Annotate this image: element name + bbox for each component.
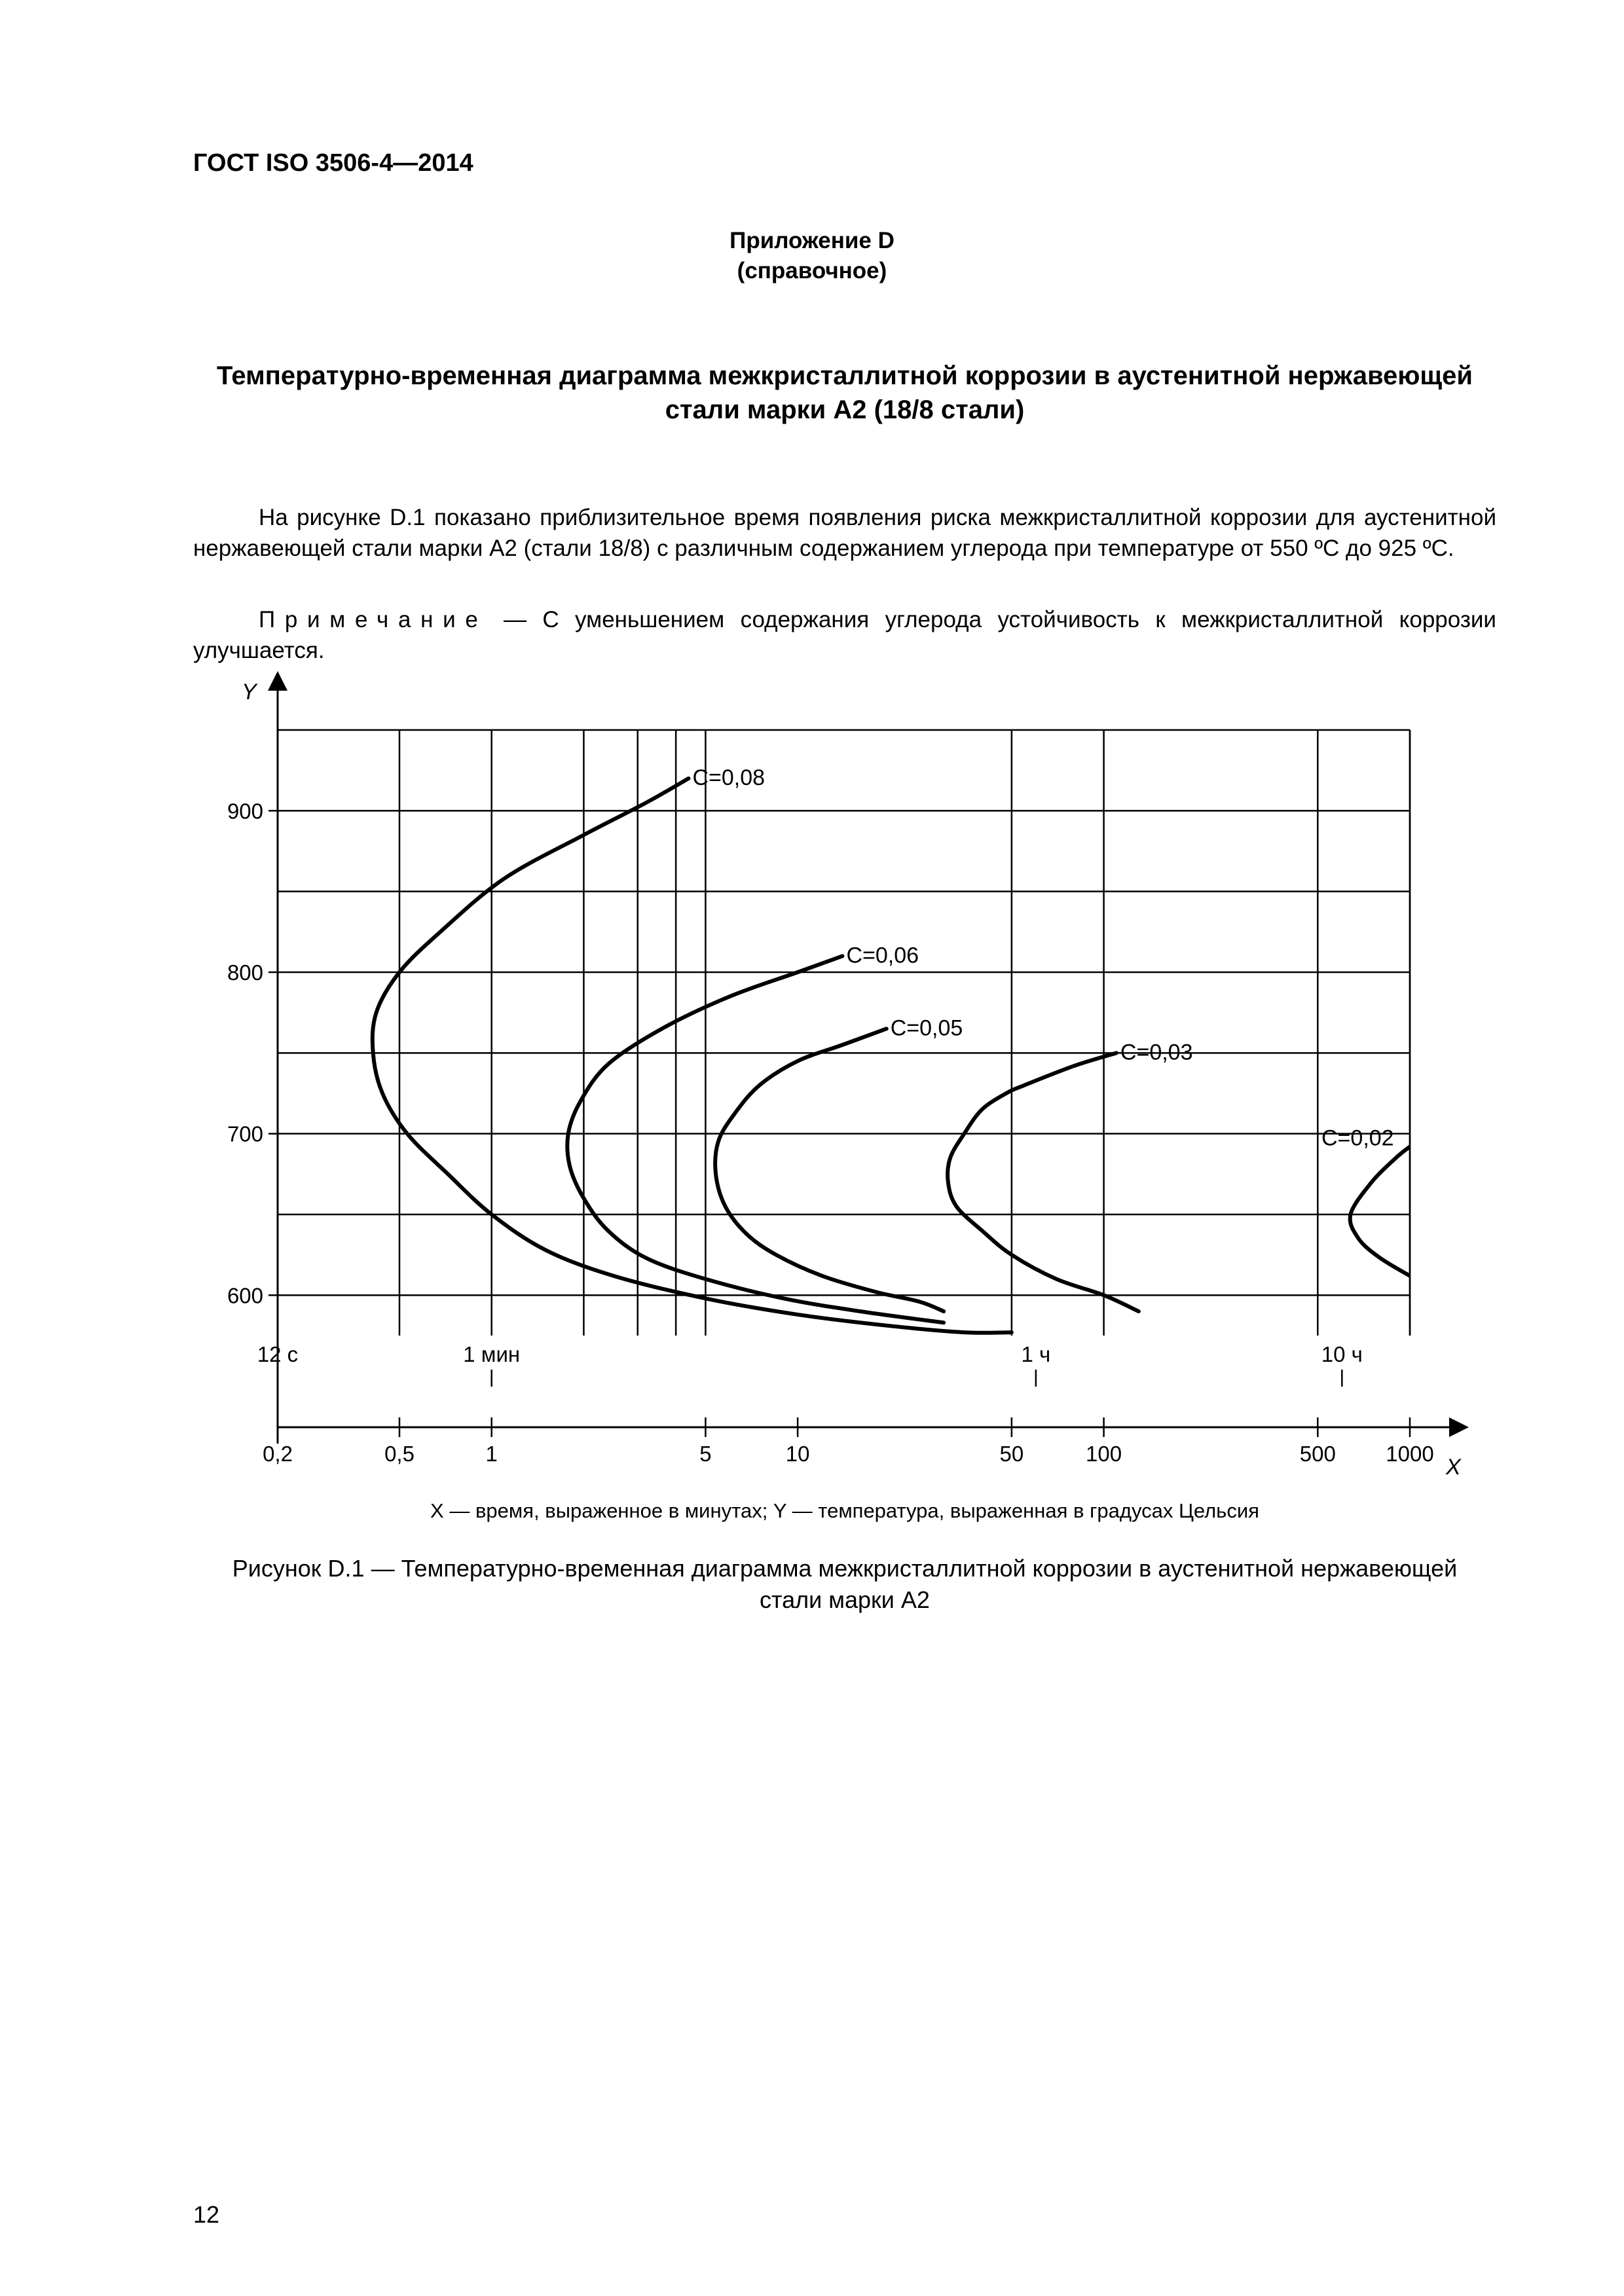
x-tick-label: 0,2 xyxy=(263,1442,293,1466)
annex-label: Приложение D xyxy=(729,228,895,253)
series-label: C=0,02 xyxy=(1321,1125,1394,1151)
time-marker-label: 1 мин xyxy=(463,1342,521,1366)
series-label: C=0,05 xyxy=(890,1015,963,1041)
x-tick-label: 1000 xyxy=(1386,1442,1434,1466)
series-curve xyxy=(1350,1146,1410,1275)
x-axis-label: X xyxy=(1446,1455,1461,1480)
page-number: 12 xyxy=(193,2201,220,2228)
series-label: C=0,08 xyxy=(692,765,766,790)
section-title-line-2: стали марки A2 (18/8 стали) xyxy=(665,395,1025,424)
x-tick-label: 100 xyxy=(1086,1442,1122,1466)
annex-kind: (справочное) xyxy=(737,258,887,283)
series-curve xyxy=(948,1053,1139,1311)
x-tick-label: 500 xyxy=(1299,1442,1336,1466)
time-marker-label: 1 ч xyxy=(1021,1342,1051,1366)
chart-grid xyxy=(278,730,1410,1336)
axis-legend: X — время, выраженное в минутах; Y — температура, выраженная в градусах Цельсия xyxy=(430,1499,1259,1522)
figure-caption xyxy=(193,1553,1496,1616)
series-label: C=0,06 xyxy=(846,943,919,968)
chart-series xyxy=(373,778,1410,1333)
section-title-line-1: Температурно-временная диаграмма межкристаллитной коррозии в аустенитной нержавеющей xyxy=(216,361,1473,390)
y-axis-label: Y xyxy=(242,680,257,704)
series-curve xyxy=(567,956,944,1322)
time-marker-label: 10 ч xyxy=(1321,1342,1363,1366)
series-label: C=0,03 xyxy=(1120,1040,1193,1065)
body-paragraph-text: На рисунке D.1 показано приблизительное время появления риска межкристаллитной коррозии для аустенитной нержавеющей стали марки A2 (стали 18/8) с различным содержанием углерода при температуре от 550 ºC до 925 ºC. xyxy=(193,505,1496,561)
x-tick-label: 5 xyxy=(699,1442,712,1466)
x-tick-label: 10 xyxy=(785,1442,810,1466)
y-tick-label: 600 xyxy=(227,1283,263,1308)
y-tick-label: 800 xyxy=(227,960,263,985)
chart-labels xyxy=(692,765,1393,1150)
y-tick-label: 700 xyxy=(227,1121,263,1146)
x-tick-label: 0,5 xyxy=(384,1442,415,1466)
y-tick-label: 900 xyxy=(227,799,263,824)
figure-caption-line-2: стали марки A2 xyxy=(760,1586,930,1613)
figure-caption-line-1: Рисунок D.1 — Температурно-временная диаграмма межкристаллитной коррозии в аустенитной нержавеющей xyxy=(232,1555,1458,1582)
chart-axes xyxy=(227,680,1462,1480)
x-tick-label: 1 xyxy=(485,1442,498,1466)
document-header: ГОСТ ISO 3506-4—2014 xyxy=(193,149,473,177)
time-marker-label: 12 с xyxy=(257,1342,299,1366)
note-text: — С уменьшением содержания углерода устойчивость к межкристаллитной коррозии улучшается. xyxy=(193,607,1496,663)
series-curve xyxy=(715,1029,944,1311)
series-curve xyxy=(373,778,1012,1333)
note-label: Примечание xyxy=(259,607,488,632)
x-tick-label: 50 xyxy=(999,1442,1024,1466)
